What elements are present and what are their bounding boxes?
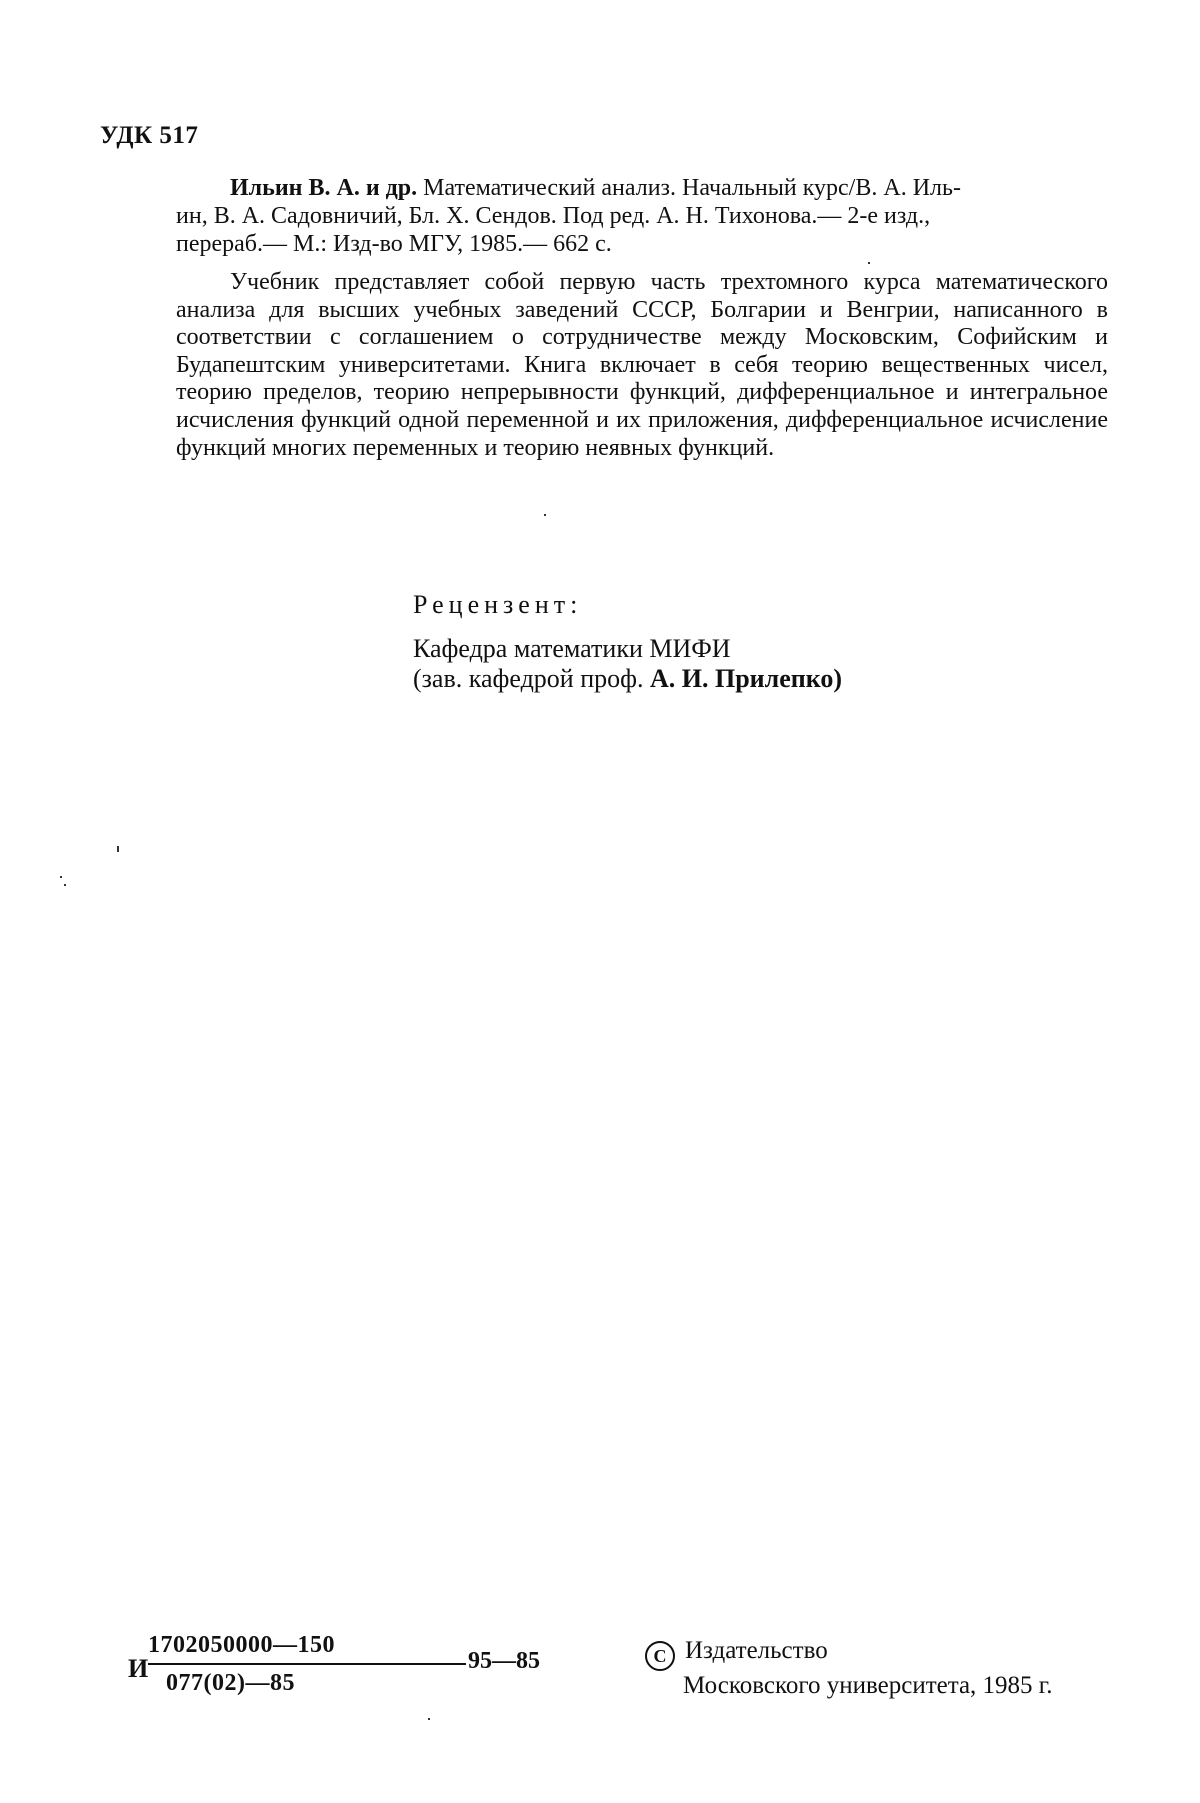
author-names: Ильин В. А. и др. — [230, 175, 418, 201]
publisher-line-1: Издательство — [685, 1637, 828, 1664]
fraction-line — [148, 1663, 466, 1665]
index-code-numerator: 1702050000—150 — [148, 1632, 335, 1658]
scan-speck — [544, 514, 546, 516]
index-code-denominator: 077(02)—85 — [166, 1670, 295, 1696]
bibliographic-description — [176, 174, 1108, 258]
index-code-suffix: 95—85 — [468, 1648, 540, 1674]
index-code-letter: И — [128, 1654, 149, 1683]
reviewer-label: Рецензент: — [413, 590, 583, 619]
scan-speck — [117, 846, 119, 852]
reviewer-head-prefix: (зав. кафедрой проф. — [413, 664, 644, 693]
copyright-icon: C — [645, 1641, 675, 1671]
reviewer-organization: Кафедра математики МИФИ — [413, 634, 731, 663]
reviewer-head — [413, 664, 842, 694]
copyright-notice — [645, 1636, 1052, 1701]
index-code — [128, 1632, 540, 1742]
biblio-title: Математический анализ. Начальный курс/В. А. Иль- — [423, 175, 961, 201]
biblio-line-1 — [176, 174, 1108, 202]
reviewer-block — [413, 590, 842, 694]
scan-speck — [428, 1718, 430, 1720]
copyright-line-1 — [645, 1636, 1052, 1671]
reviewer-head-name: А. И. Прилепко) — [649, 664, 843, 693]
abstract-paragraph: Учебник представляет собой первую часть трехтомного курса математического анализа для высших учебных заведений СССР, Болгарии и Венгрии, написанного в соответствии с соглашением о сотрудничестве между Московским, Софийским и Будапештским университетами. Книга включает в себя теорию вещественных чисел, теорию пределов, теорию непрерывности функций, дифференциальное и интегральное исчисления функций одной переменной и их приложения, дифференциальное исчисление функций многих переменных и теорию неявных функций. — [176, 269, 1108, 461]
udk-code: УДК 517 — [100, 122, 199, 149]
scan-speck — [60, 876, 62, 878]
publisher-line-2: Московского университета, 1985 г. — [683, 1672, 1053, 1699]
biblio-line-3: перераб.— М.: Изд-во МГУ, 1985.— 662 с. — [176, 231, 612, 257]
biblio-line-2: ин, В. А. Садовничий, Бл. Х. Сендов. Под ред. А. Н. Тихонова.— 2-е изд., — [176, 203, 931, 229]
scan-speck — [64, 884, 66, 886]
scan-speck — [868, 262, 870, 264]
